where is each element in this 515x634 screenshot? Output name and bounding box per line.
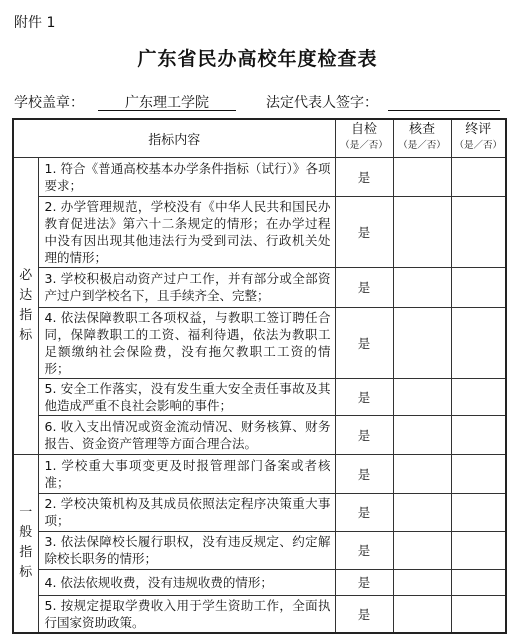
table-row: [13, 531, 506, 569]
self-check-cell[interactable]: 是: [335, 196, 393, 267]
table-row: [13, 493, 506, 531]
self-check-cell[interactable]: 是: [335, 454, 393, 493]
header-final-sub: （是／否）: [454, 140, 503, 152]
table-row: [13, 454, 506, 493]
verify-cell[interactable]: [393, 531, 451, 569]
item-text: 3. 依法保障校长履行职权，没有违反规定、约定解除校长职务的情形；: [38, 531, 335, 569]
verify-cell[interactable]: [393, 378, 451, 415]
self-check-cell[interactable]: 是: [335, 569, 393, 595]
verify-cell[interactable]: [393, 569, 451, 595]
final-cell[interactable]: [451, 531, 506, 569]
item-text: 2. 办学管理规范，学校没有《中华人民共和国民办教育促进法》第六十二条规定的情形；在办学过程中没有因出现其他违法行为受到司法、行政机关处理的情形；: [38, 196, 335, 267]
self-check-cell[interactable]: 是: [335, 493, 393, 531]
item-text: 5. 按规定提取学费收入用于学生资助工作，全面执行国家资助政策。: [38, 595, 335, 633]
item-text: 2. 学校决策机构及其成员依照法定程序决策重大事项；: [38, 493, 335, 531]
verify-cell[interactable]: [393, 157, 451, 196]
inspection-table: [12, 118, 507, 634]
self-check-cell[interactable]: 是: [335, 307, 393, 378]
final-cell[interactable]: [451, 569, 506, 595]
final-cell[interactable]: [451, 267, 506, 307]
self-check-cell[interactable]: 是: [335, 595, 393, 633]
verify-cell[interactable]: [393, 493, 451, 531]
table-row: [13, 267, 506, 307]
verify-cell[interactable]: [393, 595, 451, 633]
self-check-cell[interactable]: 是: [335, 531, 393, 569]
final-cell[interactable]: [451, 378, 506, 415]
legal-rep-label: 法定代表人签字：: [266, 95, 378, 111]
item-text: 6. 收入支出情况或资金流动情况、财务核算、财务报告、资金资产管理等方面合理合法。: [38, 415, 335, 454]
table-row: [13, 595, 506, 633]
table-row: [13, 157, 506, 196]
header-content: 指标内容: [13, 119, 335, 157]
table-row: [13, 569, 506, 595]
verify-cell[interactable]: [393, 415, 451, 454]
self-check-cell[interactable]: 是: [335, 378, 393, 415]
header-verify-sub: （是／否）: [398, 140, 446, 152]
table-row: [13, 378, 506, 415]
final-cell[interactable]: [451, 307, 506, 378]
header-final: [451, 119, 506, 157]
final-cell[interactable]: [451, 493, 506, 531]
school-name-field[interactable]: 广东理工学院: [98, 92, 236, 111]
item-text: 3. 学校积极启动资产过户工作，并有部分或全部资产过户到学校名下，且手续齐全、完整；: [38, 267, 335, 307]
item-text: 5. 安全工作落实，没有发生重大安全责任事故及其他造成严重不良社会影响的事件；: [38, 378, 335, 415]
group-label-general: 一 般 指 标: [13, 454, 38, 633]
table-header-row: [13, 119, 506, 157]
item-text: 4. 依法依规收费，没有违规收费的情形；: [38, 569, 335, 595]
legal-rep-signature-field[interactable]: [388, 92, 500, 111]
header-self-check-sub: （是／否）: [340, 140, 388, 152]
final-cell[interactable]: [451, 415, 506, 454]
final-cell[interactable]: [451, 454, 506, 493]
school-seal-label: 学校盖章：: [14, 95, 84, 111]
final-cell[interactable]: [451, 157, 506, 196]
document-title: 广东省民办高校年度检查表: [137, 48, 378, 70]
item-text: 1. 学校重大事项变更及时报管理部门备案或者核准；: [38, 454, 335, 493]
self-check-cell[interactable]: 是: [335, 157, 393, 196]
table-row: [13, 307, 506, 378]
verify-cell[interactable]: [393, 196, 451, 267]
item-text: 1. 符合《普通高校基本办学条件指标（试行）》各项要求；: [38, 157, 335, 196]
header-self-check: [335, 119, 393, 157]
table-row: [13, 415, 506, 454]
header-verify-title: 核查: [409, 122, 436, 138]
attachment-label: 附件 1: [14, 15, 56, 31]
header-verify: [393, 119, 451, 157]
final-cell[interactable]: [451, 595, 506, 633]
header-final-title: 终评: [465, 122, 492, 138]
group-label-required: 必 达 指 标: [13, 157, 38, 454]
verify-cell[interactable]: [393, 267, 451, 307]
header-self-check-title: 自检: [351, 122, 378, 138]
verify-cell[interactable]: [393, 454, 451, 493]
self-check-cell[interactable]: 是: [335, 415, 393, 454]
table-row: [13, 196, 506, 267]
verify-cell[interactable]: [393, 307, 451, 378]
final-cell[interactable]: [451, 196, 506, 267]
self-check-cell[interactable]: 是: [335, 267, 393, 307]
item-text: 4. 依法保障教职工各项权益，与教职工签订聘任合同，保障教职工的工资、福利待遇，依法为教职工足额缴纳社会保险费，没有拖欠教职工工资的情形；: [38, 307, 335, 378]
